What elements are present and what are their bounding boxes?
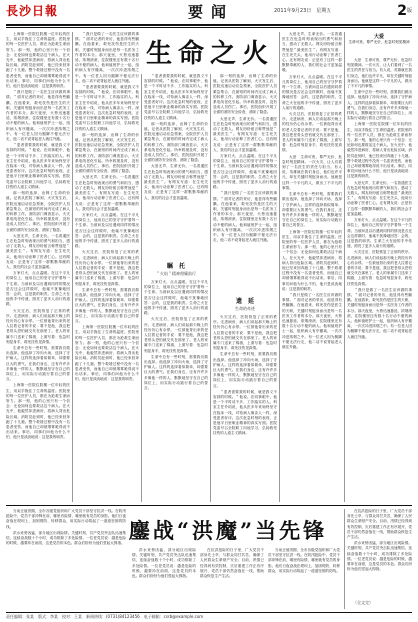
column-divider (210, 74, 211, 502)
dateline: 2011年9月23日 星期五 (274, 8, 332, 14)
masthead-rule (6, 24, 412, 26)
right-box-sub: 生命可贵，尊严无价，危急时刻见精神 (348, 40, 410, 44)
right-box-kicker: 大爱 (373, 34, 384, 40)
column-divider (344, 509, 345, 609)
column-divider (279, 32, 280, 502)
bottom-column-1: 当前正值汛期，全市各级党组织和广大党员干部坚守抗洪一线。在防汛抢险中，党员干部冲锋在前，哪里有险情，哪里就有党员的身影。他们日夜奋战在堤坝上，加固堤防、转移群众，用实际行动筑起了一道道坚固的防线。 洪水来势凶猛，部分地区出现险情。关键时刻，共产党员突击队迅速集结，连续奋战数十个小时，成功排除了多处险情。一位老党员说：越是危险的时候，越要冲在前面，这是党员的本色。群众们纷纷为他们竖起大拇指。 (6, 509, 126, 546)
mid-subhead-right-caption: 生命的奇迹 (235, 306, 255, 311)
article-column-4b: 火灾过后，医院恢复了正常的秩序。走进病房，病人们谈起那天晚上的经历仍心有余悸。一位被他背出来的老人拉着记者的手说：要不是他，我这把老骨头恐怕就交代在那里了。老人的家属专门送来了锦旗，上面写着：危急时刻显身手，救死扶伤见真情。 生命中总有一些时刻，需要我们做出选择。他选择了冲向火场，选择了守护病人。这样的选择看似简单，却需要巨大的勇气。在我们身边，还有许许多多像他一样的人，默默地坚守在自己的岗位上，用实际行动践行着自己的誓言。 ＂患者需要我的时候，就是我义不容辞的时候。＂他说。在同事眼中，他是一个平时话不多、工作踏实的人。科室主任介绍说，他从医多年来始终坚守在临床一线，对待病人像亲人一样，深受患者好评。这次危急时刻的表现，正是他平日里职业精神的真实写照。医院党委号召全院职工向他学习，弘扬救死扶伤的人道主义精神。 (213, 315, 277, 436)
page-footer: 责任编辑：张某 版式：李某 校对：王某 新闻热线：(0731)84123456 电子邮箱：csrb@example.com (6, 612, 412, 621)
bottom-headline: 鏖战“洪魔”当先锋 (128, 518, 328, 543)
column-divider (141, 74, 142, 502)
bottom-column-2: 洪水来势凶猛，部分地区出现险情。关键时刻，共产党员突击队迅速集结，连续奋战数十个小时，成功排除了多处险情。一位老党员说：越是危险的时候，越要冲在前面，这是党员的本色。群众们纷纷为他们竖起大拇指。 (132, 548, 196, 579)
article-column-2: ＂我只是做了一名医生应该做的事情。＂面对记者的采访，他显得有些腼腆。在他看来，救死扶伤是医生的天职，关键时刻挺身而出是每一名医务工作者的本分。那天夜里，火势迅速蔓延，浓烟滚滚，住院楼里还有数十名行动不便的病人。他和值班护士一起，组织病人有序撤离，一次次冲进浓烟之中。有一位老人因为腿脚不便无法行走，他二话不说背起老人就往外跑。 ＂患者需要我的时候，就是我义不容辞的时候。＂他说。在同事眼中，他是一个平时话不多、工作踏实的人。科室主任介绍说，他从医多年来始终坚守在临床一线，对待病人像亲人一样，深受患者好评。这次危急时刻的表现，正是他平日里职业精神的真实写照。医院党委号召全院职工向他学习，弘扬救死扶伤的人道主义精神。 那一刻的选择，诠释了生命的价值。记者从医院了解到，火灾发生后，医院迅速启动应急预案，全院医护人员紧急集合，在最短的时间内完成了病人的转移工作。消防部门调查显示，火灾系电线老化引起。所幸救援及时，没有造成人员伤亡。事后，医院组织开展了全面的消防安全检查，消除了隐患。 大爱无声，生命无价。一名普通医生在危急时刻表现出的勇气和担当，感动了无数人。网友纷纷留言称赞他是＂最美医生＂。有网友写道：在生死关头，他用行动诠释了医者仁心。还有网友说：正是有了这样一群默默奉献的人，我们的社会才更加温暖。 万家灯火，点点温暖。在这个平凡的岗位上，他用自己的坚守守护着每一个生命。当被问及以后遇到同样的情况是否还会这样做时，他毫不犹豫地回答：会的，这是我的职责。生命之火在他的手中传递，照亮了更多人前行的道路。 火灾过后，医院恢复了正常的秩序。走进病房，病人们谈起那天晚上的经历仍心有余悸。一位被他背出来的老人拉着记者的手说：要不是他，我这把老骨头恐怕就交代在那里了。老人的家属专门送来了锦旗，上面写着：危急时刻显身手，救死扶伤见真情。 生命中总有一些时刻，需要我们做出选择。他选择了冲向火场，选择了守护病人。这样的选择看似简单，却需要巨大的勇气。在我们身边，还有许许多多像他一样的人，默默地坚守在自己的岗位上，用实际行动践行着自己的誓言。 上海第一医院住院楼一位年轻的医生，用双手挽住了生命的温度。医院里的每一位医护人员，都在为抢救生命而努力。那一刻，他的心里只有一个信念：无论如何也要救活这个病人。在火光中，他毅然冲进病房，将病人背出危险区域。消防员赶到时，他已经来回奔跑了十几趟。整个救援过程中没有一名患者受伤，而他自己却被烟雾呛得说不出话来。事后，同事们问他为什么不怕，他只是淡淡地说：这是我的职责。 (75, 32, 139, 382)
page-number: $2^版$ (397, 3, 412, 19)
mid-subhead-left-caption: ＂火焰＂精神照耀前行 (156, 271, 196, 276)
bottom-byline: （全文完） (353, 600, 373, 605)
newspaper-logo: 長沙日報 (6, 4, 59, 18)
right-box (346, 34, 412, 54)
bottom-column-4: 当前正值汛期，全市各级党组织和广大党员干部坚守抗洪一线。在防汛抢险中，党员干部冲锋在前，哪里有险情，哪里就有党员的身影。他们日夜奋战在堤坝上，加固堤防、转移群众，用实际行动筑起了一道道坚固的防线。 (268, 548, 340, 573)
bottom-column-3: 在抗洪抢险的日子里，广大党员干部身先士卒，与群众同甘共苦，确保了人民群众生命财产安全。目前，汛情已经得到有效控制，灾后重建工作正有序展开，党员干部仍然奋战在一线，帮助群众恢复生产生活。 (200, 548, 264, 579)
section-title: 要闻 (187, 3, 234, 21)
column-divider (72, 32, 73, 502)
mid-subhead-right: 遗 延 (235, 298, 254, 305)
bottom-column-5: 在抗洪抢险的日子里，广大党员干部身先士卒，与群众同甘共苦，确保了人民群众生命财产安全。目前，汛情已经得到有效控制，灾后重建工作正有序展开，党员干部仍然奋战在一线，帮助群众恢复生产生活。 洪水来势凶猛，部分地区出现险情。关键时刻，共产党员突击队迅速集结，连续奋战数十个小时，成功排除了多处险情。一位老党员说：越是危险的时候，越要冲在前面，这是党员的本色。群众们纷纷为他们竖起大拇指。 (347, 509, 412, 572)
article-column-3: ＂患者需要我的时候，就是我义不容辞的时候。＂他说。在同事眼中，他是一个平时话不多、工作踏实的人。科室主任介绍说，他从医多年来始终坚守在临床一线，对待病人像亲人一样，深受患者好评。这次危急时刻的表现，正是他平日里职业精神的真实写照。医院党委号召全院职工向他学习，弘扬救死扶伤的人道主义精神。 那一刻的选择，诠释了生命的价值。记者从医院了解到，火灾发生后，医院迅速启动应急预案，全院医护人员紧急集合，在最短的时间内完成了病人的转移工作。消防部门调查显示，火灾系电线老化引起。所幸救援及时，没有造成人员伤亡。事后，医院组织开展了全面的消防安全检查，消除了隐患。 大爱无声，生命无价。一名普通医生在危急时刻表现出的勇气和担当，感动了无数人。网友纷纷留言称赞他是＂最美医生＂。有网友写道：在生死关头，他用行动诠释了医者仁心。还有网友说：正是有了这样一群默默奉献的人，我们的社会才更加温暖。 (144, 74, 208, 200)
column-divider (344, 32, 345, 502)
article-column-6: 大爱 生命可贵，尊严无价，危急时刻见精神。一次火灾，让人们看到了一名医生的责任与担当。有人说，英雄就在我们身边，他们也许平凡，却在关键时刻挺身而出。他就是这样一个平凡的人，做出了不平凡的事情。 生命中总有一些时刻，需要我们做出选择。他选择了冲向火场，选择了守护病人。这样的选择看似简单，却需要巨大的勇气。在我们身边，还有许许多多像他一样的人，默默地坚守在自己的岗位上，用实际行动践行着自己的誓言。 上海第一医院住院楼一位年轻的医生，用双手挽住了生命的温度。医院里的每一位医护人员，都在为抢救生命而努力。那一刻，他的心里只有一个信念：无论如何也要救活这个病人。在火光中，他毅然冲进病房，将病人背出危险区域。消防员赶到时，他已经来回奔跑了十几趟。整个救援过程中没有一名患者受伤，而他自己却被烟雾呛得说不出话来。事后，同事们问他为什么不怕，他只是淡淡地说：这是我的职责。 大爱无声，生命无价。一名普通医生在危急时刻表现出的勇气和担当，感动了无数人。网友纷纷留言称赞他是＂最美医生＂。有网友写道：在生死关头，他用行动诠释了医者仁心。还有网友说：正是有了这样一群默默奉献的人，我们的社会才更加温暖。 万家灯火，点点温暖。在这个平凡的岗位上，他用自己的坚守守护着每一个生命。当被问及以后遇到同样的情况是否还会这样做时，他毫不犹豫地回答：会的，这是我的职责。生命之火在他的手中传递，照亮了更多人前行的道路。 火灾过后，医院恢复了正常的秩序。走进病房，病人们谈起那天晚上的经历仍心有余悸。一位被他背出来的老人拉着记者的手说：要不是他，我这把老骨头恐怕就交代在那里了。老人的家属专门送来了锦旗，上面写着：危急时刻显身手，救死扶伤见真情。 ＂我只是做了一名医生应该做的事情。＂面对记者的采访，他显得有些腼腆。在他看来，救死扶伤是医生的天职，关键时刻挺身而出是每一名医务工作者的本分。那天夜里，火势迅速蔓延，浓烟滚滚，住院楼里还有数十名行动不便的病人。他和值班护士一起，组织病人有序撤离，一次次冲进浓烟之中。有一位老人因为腿脚不便无法行走，他二话不说背起老人就往外跑。 (347, 58, 412, 339)
article-column-3b: 万家灯火，点点温暖。在这个平凡的岗位上，他用自己的坚守守护着每一个生命。当被问及以后遇到同样的情况是否还会这样做时，他毫不犹豫地回答：会的，这是我的职责。生命之火在他的手中传递，照亮了更多人前行的道路。 火灾过后，医院恢复了正常的秩序。走进病房，病人们谈起那天晚上的经历仍心有余悸。一位被他背出来的老人拉着记者的手说：要不是他，我这把老骨头恐怕就交代在那里了。老人的家属专门送来了锦旗，上面写着：危急时刻显身手，救死扶伤见真情。 生命中总有一些时刻，需要我们做出选择。他选择了冲向火场，选择了守护病人。这样的选择看似简单，却需要巨大的勇气。在我们身边，还有许许多多像他一样的人，默默地坚守在自己的岗位上，用实际行动践行着自己的誓言。 (144, 280, 208, 391)
article-column-1: 上海第一医院住院楼一位年轻的医生，用双手挽住了生命的温度。医院里的每一位医护人员，都在为抢救生命而努力。那一刻，他的心里只有一个信念：无论如何也要救活这个病人。在火光中，他毅然冲进病房，将病人背出危险区域。消防员赶到时，他已经来回奔跑了十几趟。整个救援过程中没有一名患者受伤，而他自己却被烟雾呛得说不出话来。事后，同事们问他为什么不怕，他只是淡淡地说：这是我的职责。 ＂我只是做了一名医生应该做的事情。＂面对记者的采访，他显得有些腼腆。在他看来，救死扶伤是医生的天职，关键时刻挺身而出是每一名医务工作者的本分。那天夜里，火势迅速蔓延，浓烟滚滚，住院楼里还有数十名行动不便的病人。他和值班护士一起，组织病人有序撤离，一次次冲进浓烟之中。有一位老人因为腿脚不便无法行走，他二话不说背起老人就往外跑。 ＂患者需要我的时候，就是我义不容辞的时候。＂他说。在同事眼中，他是一个平时话不多、工作踏实的人。科室主任介绍说，他从医多年来始终坚守在临床一线，对待病人像亲人一样，深受患者好评。这次危急时刻的表现，正是他平日里职业精神的真实写照。医院党委号召全院职工向他学习，弘扬救死扶伤的人道主义精神。 那一刻的选择，诠释了生命的价值。记者从医院了解到，火灾发生后，医院迅速启动应急预案，全院医护人员紧急集合，在最短的时间内完成了病人的转移工作。消防部门调查显示，火灾系电线老化引起。所幸救援及时，没有造成人员伤亡。事后，医院组织开展了全面的消防安全检查，消除了隐患。 大爱无声，生命无价。一名普通医生在危急时刻表现出的勇气和担当，感动了无数人。网友纷纷留言称赞他是＂最美医生＂。有网友写道：在生死关头，他用行动诠释了医者仁心。还有网友说：正是有了这样一群默默奉献的人，我们的社会才更加温暖。 万家灯火，点点温暖。在这个平凡的岗位上，他用自己的坚守守护着每一个生命。当被问及以后遇到同样的情况是否还会这样做时，他毫不犹豫地回答：会的，这是我的职责。生命之火在他的手中传递，照亮了更多人前行的道路。 火灾过后，医院恢复了正常的秩序。走进病房，病人们谈起那天晚上的经历仍心有余悸。一位被他背出来的老人拉着记者的手说：要不是他，我这把老骨头恐怕就交代在那里了。老人的家属专门送来了锦旗，上面写着：危急时刻显身手，救死扶伤见真情。 生命中总有一些时刻，需要我们做出选择。他选择了冲向火场，选择了守护病人。这样的选择看似简单，却需要巨大的勇气。在我们身边，还有许许多多像他一样的人，默默地坚守在自己的岗位上，用实际行动践行着自己的誓言。 上海第一医院住院楼一位年轻的医生，用双手挽住了生命的温度。医院里的每一位医护人员，都在为抢救生命而努力。那一刻，他的心里只有一个信念：无论如何也要救活这个病人。在火光中，他毅然冲进病房，将病人背出危险区域。消防员赶到时，他已经来回奔跑了十几趟。整个救援过程中没有一名患者受伤，而他自己却被烟雾呛得说不出话来。事后，同事们问他为什么不怕，他只是淡淡地说：这是我的职责。 (6, 32, 70, 440)
article-column-5: 大爱无声，生命无价。一名普通医生在危急时刻表现出的勇气和担当，感动了无数人。网友纷纷留言称赞他是＂最美医生＂。有网友写道：在生死关头，他用行动诠释了医者仁心。还有网友说：正是有了这样一群默默奉献的人，我们的社会才更加温暖。 万家灯火，点点温暖。在这个平凡的岗位上，他用自己的坚守守护着每一个生命。当被问及以后遇到同样的情况是否还会这样做时，他毫不犹豫地回答：会的，这是我的职责。生命之火在他的手中传递，照亮了更多人前行的道路。 火灾过后，医院恢复了正常的秩序。走进病房，病人们谈起那天晚上的经历仍心有余悸。一位被他背出来的老人拉着记者的手说：要不是他，我这把老骨头恐怕就交代在那里了。老人的家属专门送来了锦旗，上面写着：危急时刻显身手，救死扶伤见真情。 大爱 生命可贵，尊严无价，危急时刻见精神。一次火灾，让人们看到了一名医生的责任与担当。有人说，英雄就在我们身边，他们也许平凡，却在关键时刻挺身而出。他就是这样一个平凡的人，做出了不平凡的事情。 生命中总有一些时刻，需要我们做出选择。他选择了冲向火场，选择了守护病人。这样的选择看似简单，却需要巨大的勇气。在我们身边，还有许许多多像他一样的人，默默地坚守在自己的岗位上，用实际行动践行着自己的誓言。 上海第一医院住院楼一位年轻的医生，用双手挽住了生命的温度。医院里的每一位医护人员，都在为抢救生命而努力。那一刻，他的心里只有一个信念：无论如何也要救活这个病人。在火光中，他毅然冲进病房，将病人背出危险区域。消防员赶到时，他已经来回奔跑了十几趟。整个救援过程中没有一名患者受伤，而他自己却被烟雾呛得说不出话来。事后，同事们问他为什么不怕，他只是淡淡地说：这是我的职责。 ＂我只是做了一名医生应该做的事情。＂面对记者的采访，他显得有些腼腆。在他看来，救死扶伤是医生的天职，关键时刻挺身而出是每一名医务工作者的本分。那天夜里，火势迅速蔓延，浓烟滚滚，住院楼里还有数十名行动不便的病人。他和值班护士一起，组织病人有序撤离，一次次冲进浓烟之中。有一位老人因为腿脚不便无法行走，他二话不说背起老人就往外跑。 (282, 32, 342, 349)
masthead-rule-thin (6, 27, 412, 28)
main-headline: 生命之火 (145, 39, 274, 69)
story-divider (6, 505, 412, 506)
mid-subhead-left: 瞩 托 (166, 263, 185, 270)
page-label: 版 (406, 8, 412, 14)
masthead (6, 2, 412, 24)
article-column-4: 那一刻的选择，诠释了生命的价值。记者从医院了解到，火灾发生后，医院迅速启动应急预案，全院医护人员紧急集合，在最短的时间内完成了病人的转移工作。消防部门调查显示，火灾系电线老化引起。所幸救援及时，没有造成人员伤亡。事后，医院组织开展了全面的消防安全检查，消除了隐患。 大爱无声，生命无价。一名普通医生在危急时刻表现出的勇气和担当，感动了无数人。网友纷纷留言称赞他是＂最美医生＂。有网友写道：在生死关头，他用行动诠释了医者仁心。还有网友说：正是有了这样一群默默奉献的人，我们的社会才更加温暖。 万家灯火，点点温暖。在这个平凡的岗位上，他用自己的坚守守护着每一个生命。当被问及以后遇到同样的情况是否还会这样做时，他毫不犹豫地回答：会的，这是我的职责。生命之火在他的手中传递，照亮了更多人前行的道路。 ＂我只是做了一名医生应该做的事情。＂面对记者的采访，他显得有些腼腆。在他看来，救死扶伤是医生的天职，关键时刻挺身而出是每一名医务工作者的本分。那天夜里，火势迅速蔓延，浓烟滚滚，住院楼里还有数十名行动不便的病人。他和值班护士一起，组织病人有序撤离，一次次冲进浓烟之中。有一位老人因为腿脚不便无法行走，他二话不说背起老人就往外跑。 (213, 74, 277, 243)
